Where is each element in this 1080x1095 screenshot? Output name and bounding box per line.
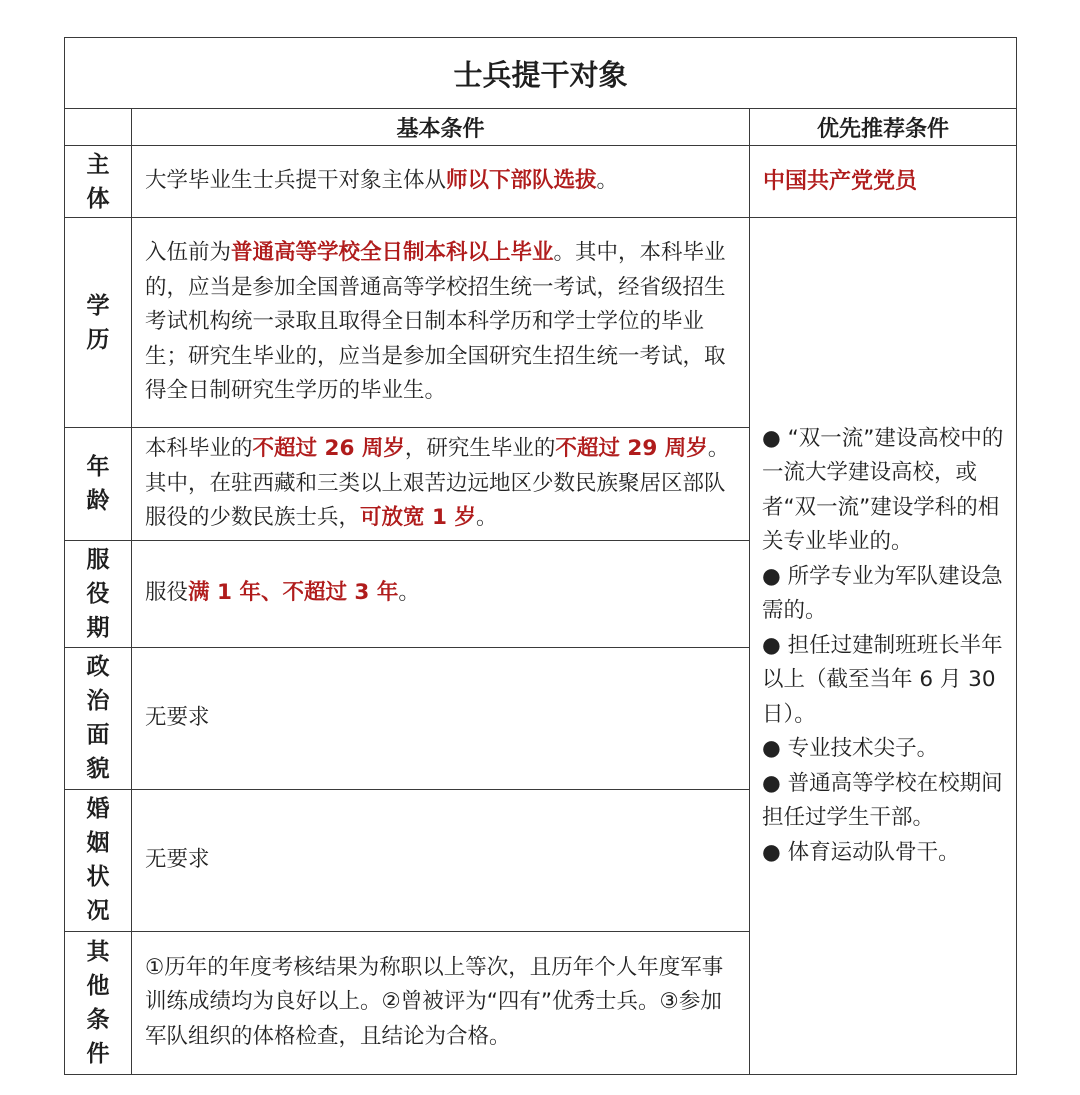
- row-label: [65, 146, 132, 218]
- basic-condition-cell: [132, 428, 750, 541]
- qualification-sheet: [64, 37, 1016, 1068]
- highlight-text: 师以下部队选拔: [446, 168, 597, 194]
- row-label-char: 政: [86, 654, 110, 680]
- basic-condition-cell: [132, 540, 750, 647]
- row-education: [65, 218, 1017, 428]
- row-label-char: 历: [86, 326, 110, 353]
- condition-text: ，研究生毕业的: [404, 436, 556, 461]
- header-priority-conditions: 优先推荐条件: [750, 109, 1017, 146]
- row-label-char: 件: [86, 1040, 110, 1067]
- priority-list-item: ● 担任过建制班班长半年以上（截至当年 6 月 30 日）。: [762, 632, 1003, 727]
- basic-condition-cell: [132, 647, 750, 789]
- condition-text: 。: [475, 505, 498, 530]
- condition-text: 。其中，在驻西藏和三类以上艰苦边远地区少数民族聚居区部队服役的少数民族士兵，: [145, 436, 730, 530]
- row-label-char: 役: [86, 580, 110, 607]
- condition-text: 。: [398, 580, 420, 606]
- row-label-char: 龄: [86, 487, 110, 514]
- priority-list-cell: [750, 218, 1017, 1075]
- row-label-char: 服: [86, 546, 110, 573]
- row-label-char: 貌: [86, 756, 110, 782]
- priority-list-item: ● “双一流”建设高校中的一流大学建设高校，或者“双一流”建设学科的相关专业毕业的。: [762, 425, 1004, 554]
- highlight-text: 普通高等学校全日制本科以上毕业: [231, 240, 554, 266]
- row-label-char: 体: [86, 185, 110, 212]
- condition-text: 。其中，本科毕业的，应当是参加全国普通高等学校招生统一考试，经省级招生考试机构统一录取且取得全日制本科学历和学士学位的毕业生；研究生毕业的，应当是参加全国研究生招生统一考试，取得全日制研究生学历的毕业生。: [145, 240, 726, 404]
- highlight-text: 不超过 26 周岁: [252, 436, 405, 461]
- condition-text: 服役: [145, 580, 189, 606]
- row-label: [65, 647, 132, 789]
- highlight-text: 不超过 29 周岁: [555, 436, 708, 461]
- basic-condition-cell: [132, 931, 750, 1074]
- row-label-char: 况: [86, 898, 110, 924]
- row-label-char: 姻: [86, 830, 110, 856]
- title-row: [65, 38, 1017, 109]
- priority-list-item: ● 体育运动队骨干。: [762, 839, 960, 865]
- table-title: 士兵提干对象: [65, 38, 1017, 109]
- condition-text: 大学毕业生士兵提干对象主体从: [145, 168, 447, 194]
- row-label-char: 治: [86, 688, 110, 714]
- row-label: [65, 789, 132, 931]
- condition-text: 无要求: [145, 704, 210, 730]
- header-basic-conditions: 基本条件: [132, 109, 750, 146]
- row-subject: [65, 146, 1017, 218]
- condition-text: ①历年的年度考核结果为称职以上等次，且历年个人年度军事训练成绩均为良好以上。②曾被评为“四有”优秀士兵。③参加军队组织的体格检查，且结论为合格。: [145, 954, 724, 1049]
- priority-list-item: ● 所学专业为军队建设急需的。: [762, 563, 1003, 623]
- header-blank: [65, 109, 132, 146]
- condition-text: 无要求: [145, 846, 210, 872]
- priority-first-text: 中国共产党党员: [763, 168, 918, 194]
- priority-first-cell: [750, 146, 1017, 218]
- priority-list-item: ● 专业技术尖子。: [762, 736, 939, 761]
- row-label-char: 期: [86, 614, 110, 641]
- basic-condition-cell: [132, 218, 750, 428]
- row-label-char: 面: [86, 722, 110, 748]
- row-label-char: 年: [86, 453, 110, 480]
- row-label-char: 其: [86, 938, 110, 965]
- priority-list: [762, 422, 1008, 871]
- row-label-char: 条: [86, 1006, 110, 1033]
- condition-text: 本科毕业的: [145, 436, 253, 461]
- row-label-char: 学: [86, 292, 110, 319]
- row-label-char: 他: [86, 972, 110, 999]
- row-label: [65, 428, 132, 541]
- header-row: [65, 109, 1017, 146]
- row-label-char: 状: [86, 864, 110, 890]
- row-label-char: 婚: [86, 796, 110, 822]
- highlight-text: 满 1 年、不超过 3 年: [188, 580, 399, 606]
- highlight-text: 可放宽 1 岁: [360, 505, 476, 530]
- basic-condition-cell: [132, 146, 750, 218]
- row-label: [65, 218, 132, 428]
- row-label: [65, 931, 132, 1074]
- qualification-table: [64, 37, 1017, 1075]
- priority-list-item: ● 普通高等学校在校期间担任过学生干部。: [762, 770, 1003, 830]
- row-label: [65, 540, 132, 647]
- basic-condition-cell: [132, 789, 750, 931]
- condition-text: 入伍前为: [145, 240, 232, 266]
- condition-text: 。: [596, 168, 619, 194]
- row-label-char: 主: [86, 151, 110, 178]
